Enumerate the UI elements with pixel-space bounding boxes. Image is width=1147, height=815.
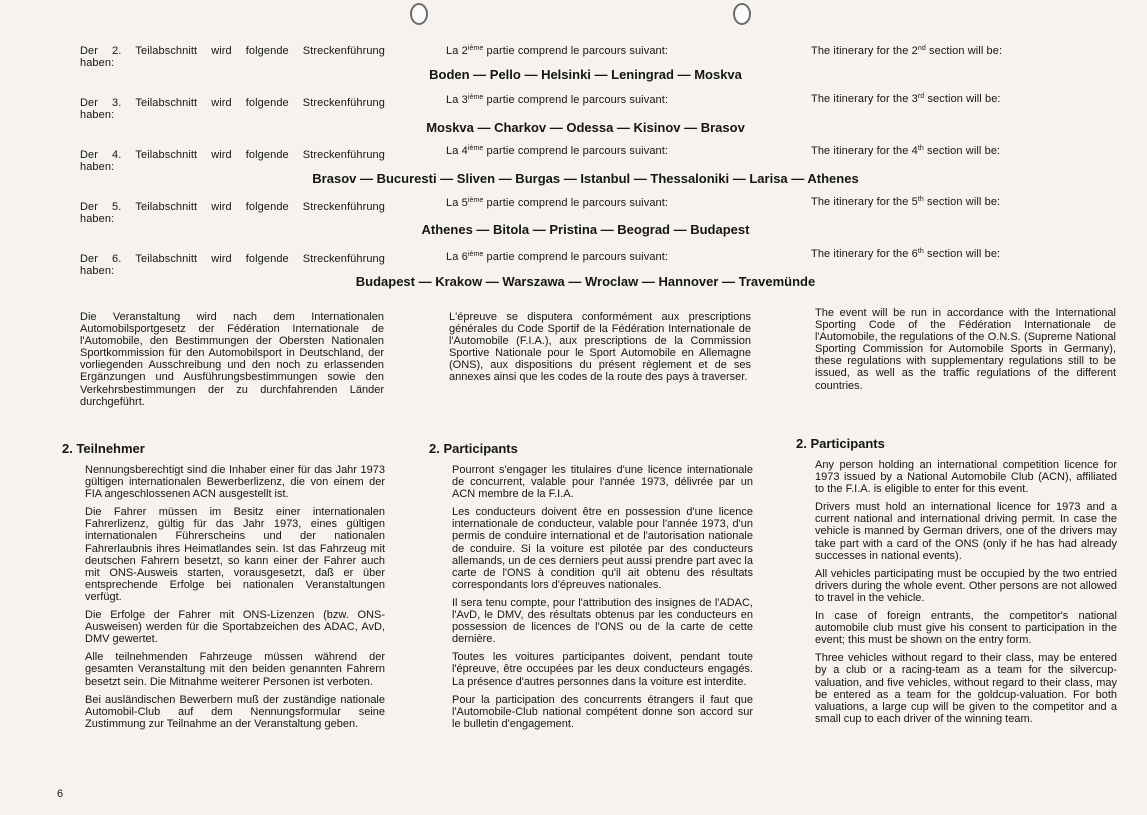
de-itinerary-word: Streckenführung	[302, 97, 385, 109]
de-itinerary-line-2: haben:	[80, 265, 115, 277]
de-itinerary-word: 5.	[112, 201, 122, 213]
de-itinerary-word: wird	[211, 149, 232, 161]
route-section-4: Brasov — Bucuresti — Sliven — Burgas — Istanbul — Thessaloniki — Larisa — Athenes	[312, 171, 859, 186]
de-itinerary-word: wird	[211, 45, 232, 57]
de-itinerary-word: Teilabschnitt	[135, 201, 198, 213]
fr-itinerary-section-5: La 5ième partie comprend le parcours suivant:	[446, 197, 669, 209]
de-itinerary-line-2: haben:	[80, 213, 115, 225]
en-itinerary-section-2: The itinerary for the 2nd section will be:	[811, 45, 1003, 57]
participants-en-paragraph: Three vehicles without regard to their class, may be entered by a club or a racing-team as a team for the silvercup-valuation, and five vehicles, without regard to their class, may be entered as a team for the goldcup-valuation. For both valuations, a large cup will be given to the competitor and a small cup to each driver of the winning team.	[815, 652, 1117, 725]
participants-de-column	[85, 464, 385, 730]
de-itinerary-word: 2.	[112, 45, 122, 57]
de-itinerary-word: Teilabschnitt	[135, 97, 198, 109]
participants-fr-paragraph: Il sera tenu compte, pour l'attribution des insignes de l'ADAC, l'AvD, le DMV, des résultats obtenus par les conducteurs en possession de licences de l'ONS ou de la carte de cette dernière.	[452, 596, 753, 646]
de-itinerary-word: wird	[211, 97, 232, 109]
en-itinerary-section-3: The itinerary for the 3rd section will be:	[811, 93, 1001, 105]
participants-fr-paragraph: Toutes les voitures participantes doivent, pendant toute l'épreuve, être occupées par les deux conducteurs engagés. La présence d'autres personnes dans la voiture est interdite.	[452, 651, 753, 688]
participants-en-paragraph: Drivers must hold an international licence for 1973 and a current national and international driving permit. In case the vehicle is manned by German drivers, one of the drivers may take part with a card of the ONS (only if he has had already successes in national events).	[815, 501, 1117, 562]
en-itinerary-section-5: The itinerary for the 5th section will be:	[811, 196, 1001, 208]
de-itinerary-word: Streckenführung	[302, 149, 385, 161]
de-itinerary-word: Teilabschnitt	[135, 45, 198, 57]
de-itinerary-word: folgende	[245, 45, 289, 57]
fr-itinerary-section-3: La 3ième partie comprend le parcours suivant:	[446, 94, 669, 106]
heading-participants-en: 2. Participants	[796, 436, 885, 451]
participants-en-column	[815, 459, 1117, 725]
participants-fr-paragraph: Pour la participation des concurrents étrangers il faut que l'Automobile-Club national compétent donne son accord sur le bulletin d'engagement.	[452, 693, 753, 730]
en-itinerary-section-6: The itinerary for the 6th section will be:	[811, 248, 1001, 260]
de-itinerary-section-2	[80, 45, 385, 69]
participants-en-paragraph: All vehicles participating must be occupied by the two entried drivers during the whole event. Other persons are not allowed to travel in the vehicle.	[815, 567, 1117, 604]
fr-itinerary-section-2: La 2ième partie comprend le parcours suivant:	[446, 45, 669, 57]
regulations-fr: L'épreuve se disputera conformément aux prescriptions générales du Code Sportif de la Fédération Internationale de l'Automobile (F.I.A.), aux prescriptions de la Commission Sportive Nationale pour le Sport Automobile en Allemagne (ONS), aux dispositions du présent règlement et de ses annexes ainsi que les codes de la route des pays à traverser.	[449, 311, 751, 384]
de-itinerary-word: Der	[80, 45, 99, 57]
de-itinerary-word: 4.	[112, 149, 122, 161]
de-itinerary-word: Der	[80, 201, 99, 213]
de-itinerary-line-2: haben:	[80, 109, 115, 121]
participants-de-paragraph: Bei ausländischen Bewerbern muß der zuständige nationale Automobil-Club auf dem Nennungsformular seine Zustimmung zur Teilnahme an der Veranstaltung geben.	[85, 693, 385, 730]
de-itinerary-word: folgende	[245, 201, 289, 213]
de-itinerary-line	[80, 45, 385, 57]
page-number: 6	[57, 788, 64, 800]
route-section-5: Athenes — Bitola — Pristina — Beograd — Budapest	[421, 222, 750, 237]
de-itinerary-word: wird	[211, 253, 232, 265]
route-section-2: Boden — Pello — Helsinki — Leningrad — Moskva	[429, 67, 742, 82]
de-itinerary-word: folgende	[245, 253, 289, 265]
de-itinerary-word: 3.	[112, 97, 122, 109]
de-itinerary-word: Streckenführung	[302, 253, 385, 265]
de-itinerary-word: Teilabschnitt	[135, 253, 198, 265]
de-itinerary-word: 6.	[112, 253, 122, 265]
participants-fr-paragraph: Les conducteurs doivent être en possession d'une licence internationale de conducteur, valable pour l'année 1973, d'un permis de conduire international et de l'autorisation nationale de conduire. Si la voiture est pilotée par des conducteurs allemands, un de ces derniers peut aussi prendre part avec la carte de l'ONS à condition qu'il ait obtenu des résultats correspondants lors d'épreuves nationales.	[452, 506, 753, 591]
de-itinerary-word: folgende	[245, 149, 289, 161]
de-itinerary-section-4	[80, 149, 385, 173]
de-itinerary-word: wird	[211, 201, 232, 213]
participants-fr-paragraph: Pourront s'engager les titulaires d'une licence internationale de concurrent, valable pour l'année 1973, délivrée par un ACN membre de la F.I.A.	[452, 464, 753, 501]
regulations-de: Die Veranstaltung wird nach dem Internationalen Automobilsportgesetz der Fédération Internationale de l'Automobile, den Bestimmungen der Obersten Nationalen Sportkommission für den Automobilsport in Deutschland, der vorliegenden Ausschreibung und den noch zu erlassenden Ergänzungen und Ausführungsbestimmungen sowie den Verkehrsbestimmungen der zu durchfahrenden Länder durchgeführt.	[80, 311, 384, 408]
regulations-en: The event will be run in accordance with the International Sporting Code of the Fédération Internationale de l'Automobile, the regulations of the O.N.S. (Supreme National Sporting Commission for Automobile Sports in Germany), these regulations with supplementary regulations still to be issued, as well as the traffic regulations of the different countries.	[815, 307, 1116, 392]
participants-de-paragraph: Die Erfolge der Fahrer mit ONS-Lizenzen (bzw. ONS-Ausweisen) werden für die Sportabzeichen des ADAC, AvD, DMV gewertet.	[85, 609, 385, 646]
de-itinerary-word: Teilabschnitt	[135, 149, 198, 161]
de-itinerary-section-3	[80, 97, 385, 121]
participants-de-paragraph: Alle teilnehmenden Fahrzeuge müssen während der gesamten Veranstaltung mit den beiden genannten Fahrern besetzt sein. Die Mitnahme weiterer Personen ist verboten.	[85, 651, 385, 688]
participants-fr-column	[452, 464, 753, 730]
en-itinerary-section-4: The itinerary for the 4th section will be:	[811, 145, 1001, 157]
heading-participants-fr: 2. Participants	[429, 441, 518, 456]
de-itinerary-word: Der	[80, 149, 99, 161]
binder-ring-left	[410, 3, 428, 25]
route-section-6: Budapest — Krakow — Warszawa — Wroclaw — Hannover — Travemünde	[355, 274, 816, 289]
de-itinerary-word: Streckenführung	[302, 201, 385, 213]
route-section-3: Moskva — Charkov — Odessa — Kisinov — Brasov	[426, 120, 745, 135]
binder-ring-right	[733, 3, 751, 25]
participants-en-paragraph: In case of foreign entrants, the competitor's national automobile club must give his consent to participation in the event; this must be shown on the entry form.	[815, 610, 1117, 647]
de-itinerary-word: Der	[80, 253, 99, 265]
participants-de-paragraph: Die Fahrer müssen im Besitz einer internationalen Fahrerlizenz, gültig für das Jahr 1973, eines gültigen internationalen Führerscheins und der nationalen Fahrerlaubnis ihres Heimatlandes sein. Ist das Fahrzeug mit deutschen Fahrern besetzt, so kann einer der Fahrer auch mit ONS-Ausweis starten, vorausgesetzt, daß er über entsprechende Erfolge bei nationalen Veranstaltungen verfügt.	[85, 506, 385, 603]
de-itinerary-word: Streckenführung	[302, 45, 385, 57]
participants-de-paragraph: Nennungsberechtigt sind die Inhaber einer für das Jahr 1973 gültigen internationalen Bewerberlizenz, die von einem der FIA angeschlossenen ACN ausgestellt ist.	[85, 464, 385, 501]
de-itinerary-line-2: haben:	[80, 57, 115, 69]
de-itinerary-line-2: haben:	[80, 161, 115, 173]
fr-itinerary-section-4: La 4ième partie comprend le parcours suivant:	[446, 145, 669, 157]
fr-itinerary-section-6: La 6ième partie comprend le parcours suivant:	[446, 251, 669, 263]
participants-en-paragraph: Any person holding an international competition licence for 1973 issued by a National Automobile Club (ACN), affiliated to the F.I.A. is eligible to enter for this event.	[815, 459, 1117, 496]
de-itinerary-word: folgende	[245, 97, 289, 109]
de-itinerary-word: Der	[80, 97, 99, 109]
heading-teilnehmer: 2. Teilnehmer	[62, 441, 145, 456]
